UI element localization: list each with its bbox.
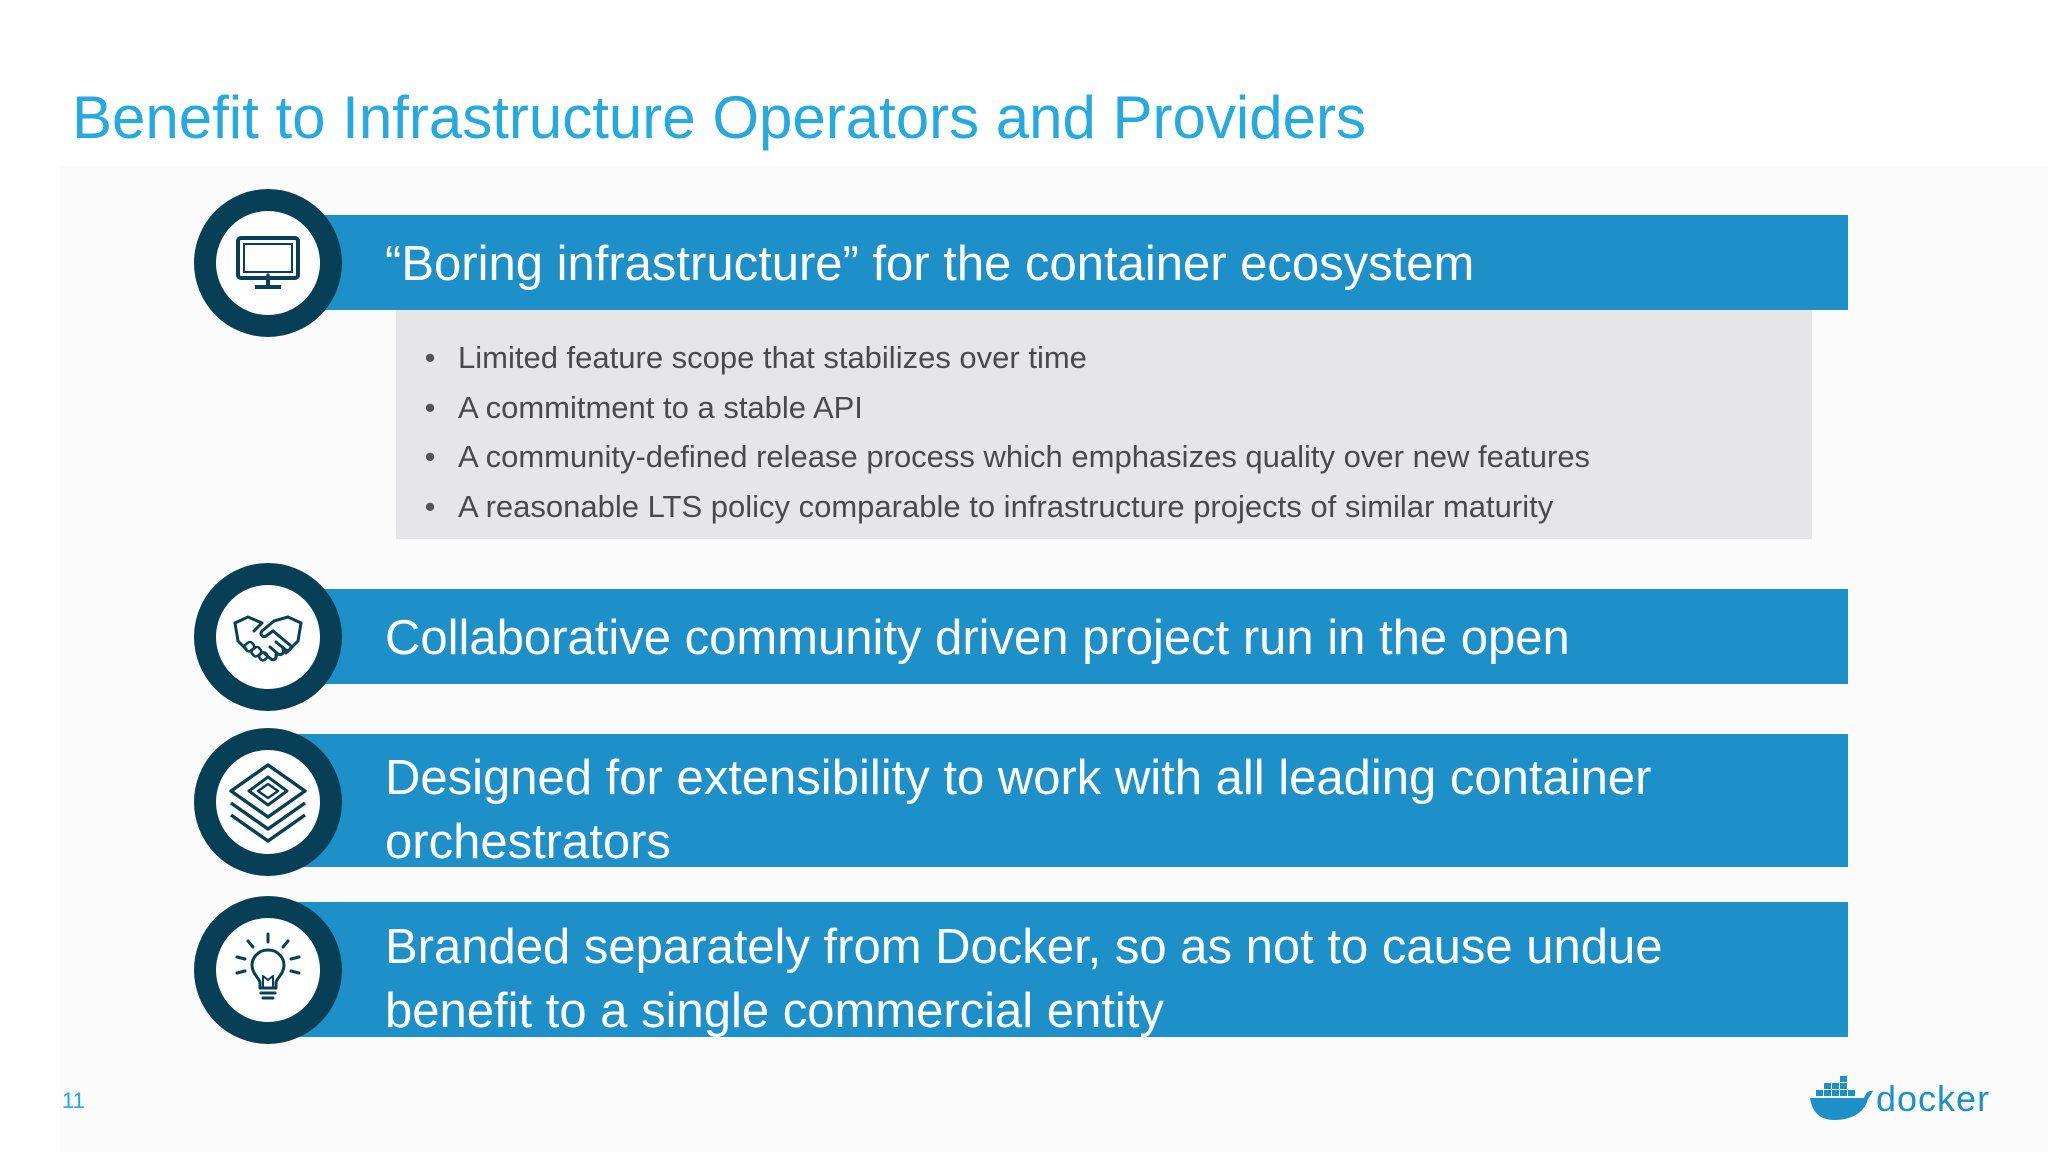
bullet-text: A commitment to a stable API xyxy=(458,389,863,425)
benefit-heading-4: Branded separately from Docker, so as not to cause undue benefit to a single commercial entity xyxy=(385,920,1663,1038)
bullet-list-box xyxy=(396,310,1812,539)
bullet-list xyxy=(418,333,1590,531)
handshake-icon xyxy=(232,609,304,665)
layers-icon-circle xyxy=(194,728,342,876)
handshake-icon-circle xyxy=(194,563,342,711)
docker-logo-text: docker xyxy=(1876,1078,1991,1119)
benefit-heading-3: Designed for extensibility to work with all leading container orchestrators xyxy=(385,751,1652,869)
layers-icon xyxy=(225,759,311,845)
bullet-item xyxy=(418,482,1590,532)
bullet-text: Limited feature scope that stabilizes over time xyxy=(458,340,1087,375)
page-number: 11 xyxy=(62,1088,85,1113)
bullet-item xyxy=(418,333,1590,383)
bullet-text: A community-defined release process which emphasizes quality over new features xyxy=(458,439,1591,474)
bullet-dot: • xyxy=(424,488,436,524)
bullet-item xyxy=(418,383,1590,433)
bullet-dot: • xyxy=(424,439,436,474)
lightbulb-icon xyxy=(233,932,303,1008)
slide-title: Benefit to Infrastructure Operators and Providers xyxy=(72,84,1366,151)
monitor-icon xyxy=(233,233,303,293)
bullet-dot: • xyxy=(424,389,436,425)
bullet-dot: • xyxy=(424,340,436,375)
bullet-text: A reasonable LTS policy comparable to infrastructure projects of similar maturity xyxy=(458,488,1554,524)
benefit-heading-1: “Boring infrastructure” for the container ecosystem xyxy=(385,237,1475,291)
benefit-heading-2: Collaborative community driven project run in the open xyxy=(385,611,1570,665)
monitor-icon-circle xyxy=(194,189,342,337)
lightbulb-icon-circle xyxy=(194,896,342,1044)
bullet-item xyxy=(418,432,1590,482)
docker-logo xyxy=(1808,1076,1990,1122)
docker-whale-icon xyxy=(1808,1076,1874,1122)
